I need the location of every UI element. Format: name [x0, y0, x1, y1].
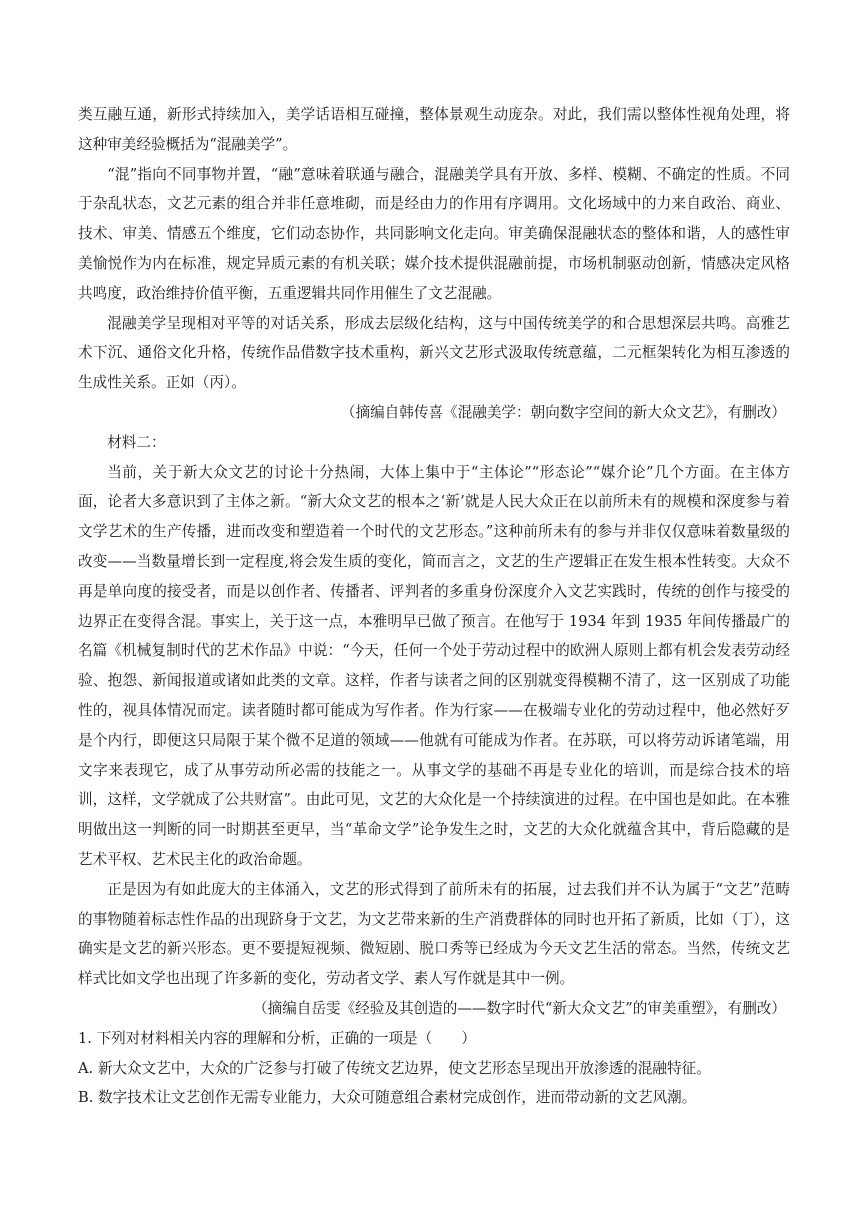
paragraph-continuation: 类互融互通，新形式持续加入，美学话语相互碰撞，整体景观生动庞杂。对此，我们需以整体性视角处理，将这种审美经验概括为“混融美学”。	[78, 106, 790, 153]
paragraph-dialogue-relation: 混融美学呈现相对平等的对话关系，形成去层级化结构，这与中国传统美学的和合思想深层共鸣。高雅艺术下沉、通俗文化升格，传统作品借数字技术重构，新兴文艺形式汲取传统意蕴，二元框架转化为相互渗透的生成性关系。正如（丙）。	[78, 314, 790, 392]
question-stem: 1. 下列对材料相关内容的理解和分析，正确的一项是（ ）	[78, 1029, 477, 1047]
source-citation-1: （摘编自韩传喜《混融美学：朝向数字空间的新大众文艺》，有删改）	[340, 403, 786, 421]
paragraph-hunrong-definition: “混”指向不同事物并置，“融”意味着联通与融合，混融美学具有开放、多样、模糊、不确定的性质。不同于杂乱状态，文艺元素的组合并非任意堆砌，而是经由力的作用有序调用。文化场域中的力来自政治、商业、技术、审美、情感五个维度，它们动态协作，共同影响文化走向。审美确保混融状态的整体和谐，人的感性审美愉悦作为内在标准，规定异质元素的有机关联；媒介技术提供混融前提，市场机制驱动创新，情感决定风格共鸣度，政治维持价值平衡，五重逻辑共同作用催生了文艺混融。	[78, 165, 790, 302]
option-a[interactable]: A. 新大众文艺中，大众的广泛参与打破了传统文艺边界，使文艺形态呈现出开放渗透的混融特征。	[78, 1059, 711, 1077]
source-citation-2: （摘编自岳雯《经验及其创造的——数字时代“新大众文艺”的审美重塑》，有删改）	[253, 999, 786, 1017]
paragraph-new-forms: 正是因为有如此庞大的主体涌入，文艺的形式得到了前所未有的拓展，过去我们并不认为属于“文艺”范畴的事物随着标志性作品的出现跻身于文艺，为文艺带来新的生产消费群体的同时也开拓了新质，比如（丁），这确实是文艺的新兴形态。更不要提短视频、微短剧、脱口秀等已经成为今天文艺生活的常态。当然，传统文艺样式比如文学也出现了许多新的变化，劳动者文学、素人写作就是其中一例。	[78, 880, 790, 988]
paragraph-subject-discussion: 当前，关于新大众文艺的讨论十分热闹，大体上集中于“主体论”“形态论”“媒介论”几个方面。在主体方面，论者大多意识到了主体之新。“新大众文艺的根本之‘新’就是人民大众正在以前所未有的规模和深度参与着文学艺术的生产传播，进而改变和塑造着一个时代的文艺形态。”这种前所未有的参与并非仅仅意味着数量级的改变——当数量增长到一定程度,将会发生质的变化，简而言之，文艺的生产逻辑正在发生根本性转变。大众不再是单向度的接受者，而是以创作者、传播者、评判者的多重身份深度介入文艺实践时，传统的创作与接受的边界正在变得含混。事实上，关于这一点，本雅明早已做了预言。在他写于 1934 年到 1935 年间传播最广的名篇《机械复制时代的艺术作品》中说：“今天，任何一个处于劳动过程中的欧洲人原则上都有机会发表劳动经验、抱怨、新闻报道或诸如此类的文章。这样，作者与读者之间的区别就变得模糊不清了，这一区别成了功能性的，视具体情况而定。读者随时都可能成为写作者。作为行家——在极端专业化的劳动过程中，他必然好歹是个内行，即便这只局限于某个微不足道的领域——他就有可能成为作者。在苏联，可以将劳动诉诸笔端，用文字来表现它，成了从事劳动所必需的技能之一。从事文学的基础不再是专业化的培训，而是综合技术的培训，这样，文学就成了公共财富”。由此可见，文艺的大众化是一个持续演进的过程。在中国也是如此。在本雅明做出这一判断的同一时期甚至更早，当“革命文学”论争发生之时，文艺的大众化就蕴含其中，背后隐藏的是艺术平权、艺术民主化的政治命题。	[78, 463, 790, 868]
option-b[interactable]: B. 数字技术让文艺创作无需专业能力，大众可随意组合素材完成创作，进而带动新的文艺风潮。	[78, 1089, 697, 1107]
document-page	[78, 100, 790, 1113]
material-two-label: 材料二：	[107, 433, 166, 451]
